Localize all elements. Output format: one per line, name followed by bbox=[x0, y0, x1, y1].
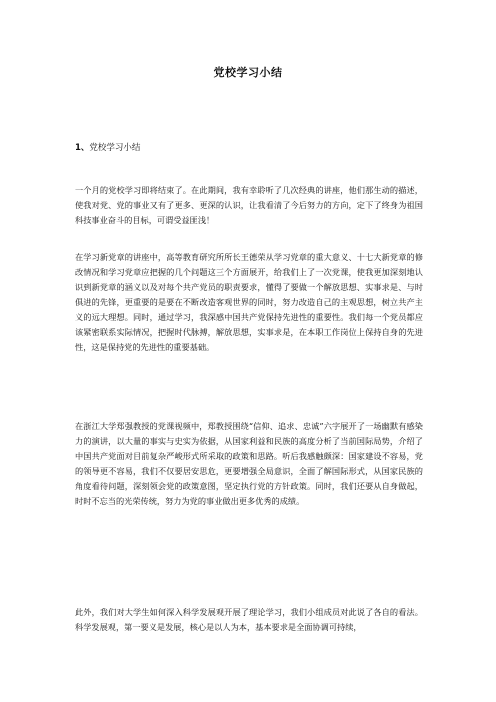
section-title: 党校学习小结 bbox=[89, 143, 141, 153]
paragraph-intro: 一个月的党校学习即将结束了。在此期间，我有幸聆听了几次经典的讲座，他们那生动的描述，使我对党、党的事业又有了更多、更深的认识，让我看清了今后努力的方向，定下了终身为祖国科技事业奋斗的目标，可谓受益匪浅！ bbox=[75, 185, 423, 225]
section-number: 1、 bbox=[75, 143, 90, 153]
document-title: 党校学习小结 bbox=[213, 66, 283, 79]
paragraph-scientific-development: 此外，我们对大学生如何深入科学发展观开展了理论学习，我们小组成员对此说了各自的看法。科学发展观，第一要义是发展，核心是以人为本，基本要求是全面协调可持续， bbox=[75, 607, 423, 632]
section-heading bbox=[75, 142, 140, 154]
paragraph-zheng-qiang-lecture: 在浙江大学郑强教授的党课视频中，郑教授围绕“信仰、追求、忠诚”六字展开了一场幽默有感染力的演讲，以大量的事实与史实为依据，从国家利益和民族的高度分析了当前国际局势，介绍了中国共产党面对目前复杂严峻形式所采取的政策和思路。听后我感触颇深：国家建设不容易，党的领导更不容易，我们不仅要居安思危，更要增强全局意识，全面了解国际形式，从国家民族的角度看待问题，深刻领会党的政策意图，坚定执行党的方针政策。同时，我们还要从自身做起，时时不忘当的光荣传统，努力为党的事业做出更多优秀的成绩。 bbox=[75, 421, 423, 506]
paragraph-party-constitution: 在学习新党章的讲座中，高等教育研究所所长王德荣从学习党章的重大意义、十七大新党章的修改情况和学习党章应把握的几个问题这三个方面展开，给我们上了一次党课，使我更加深刻地认识到新党章的涵义以及对每个共产党员的职责要求，懂得了要做一个解放思想、实事求是、与时俱进的先锋，更重要的是要在不断改造客观世界的同时，努力改造自己的主观思想，树立共产主义的远大理想。同时，通过学习，我深感中国共产党保持先进性的重要性。我们每一个党员都应该紧密联系实际情况，把握时代脉搏，解放思想，实事求是，在本职工作岗位上保持自身的先进性，这是保持党的先进性的重要基础。 bbox=[75, 252, 423, 352]
